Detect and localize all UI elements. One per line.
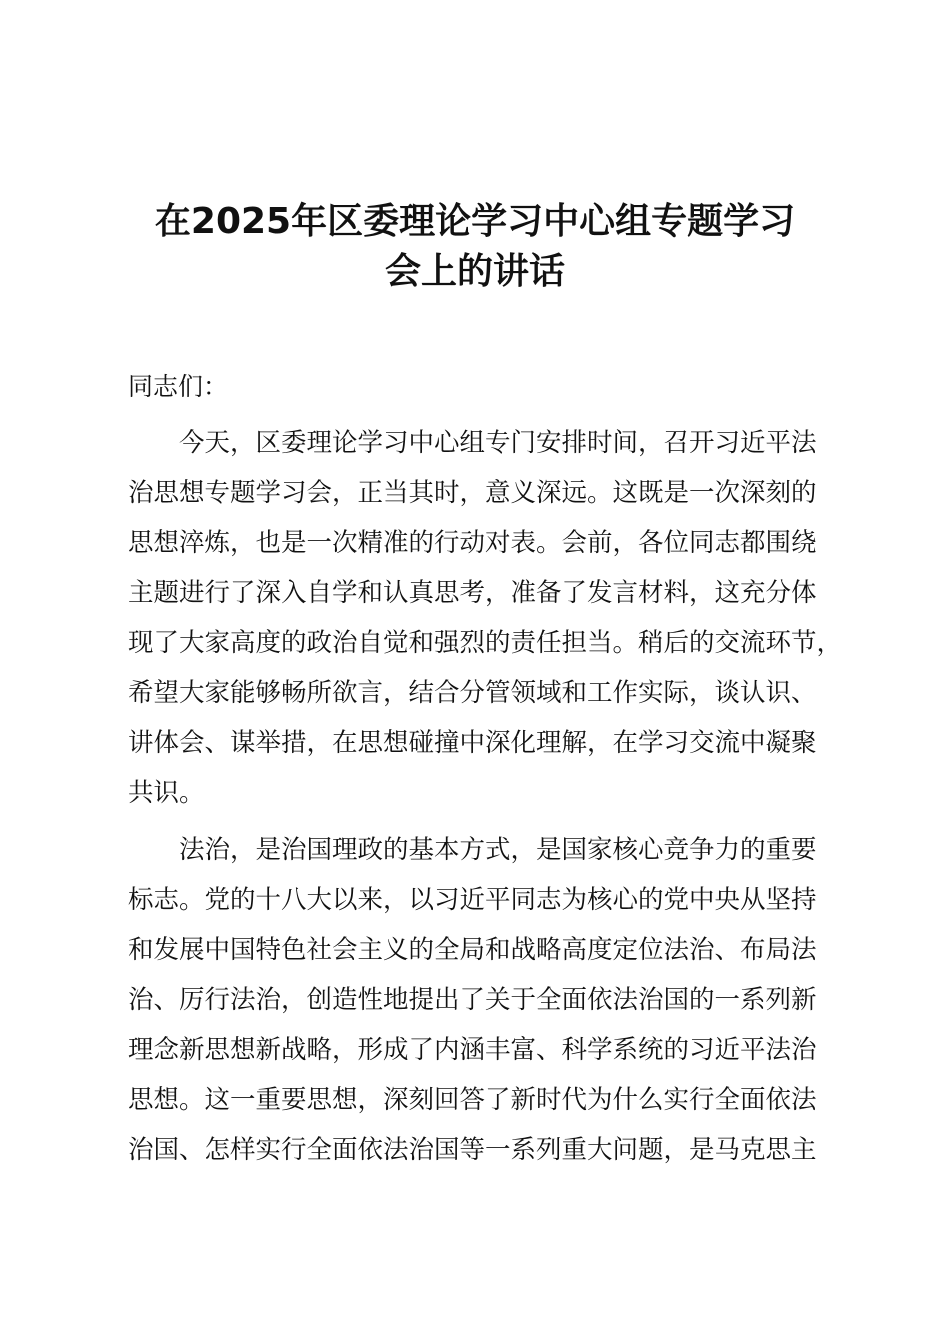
paragraph-line: 治思想专题学习会，正当其时，意义深远。这既是一次深刻的 [128, 478, 817, 508]
paragraph-1 [128, 418, 843, 818]
paragraph-line: 希望大家能够畅所欲言，结合分管领域和工作实际，谈认识、 [128, 678, 817, 708]
paragraph-line: 共识。 [128, 778, 205, 808]
paragraph-line: 思想。这一重要思想，深刻回答了新时代为什么实行全面依法 [128, 1085, 817, 1115]
paragraph-2 [128, 825, 828, 1175]
paragraph-line: 标志。党的十八大以来，以习近平同志为核心的党中央从坚持 [128, 885, 817, 915]
greeting: 同志们： [128, 372, 229, 401]
paragraph-line: 今天，区委理论学习中心组专门安排时间，召开习近平法 [179, 428, 817, 458]
paragraph-line: 法治，是治国理政的基本方式，是国家核心竞争力的重要 [179, 835, 817, 865]
paragraph-line: 治、厉行法治，创造性地提出了关于全面依法治国的一系列新 [128, 985, 817, 1015]
paragraph-line: 和发展中国特色社会主义的全局和战略高度定位法治、布局法 [128, 935, 817, 965]
paragraph-line: 讲体会、谋举措，在思想碰撞中深化理解，在学习交流中凝聚 [128, 728, 817, 758]
document-title-line-2: 会上的讲话 [384, 251, 565, 292]
paragraph-line: 现了大家高度的政治自觉和强烈的责任担当。稍后的交流环节， [128, 628, 843, 658]
document-title-line-1: 在2025年区委理论学习中心组专题学习 [154, 201, 796, 242]
paragraph-line: 主题进行了深入自学和认真思考，准备了发言材料，这充分体 [128, 578, 817, 608]
paragraph-line: 思想淬炼，也是一次精准的行动对表。会前，各位同志都围绕 [128, 528, 817, 558]
paragraph-line: 治国、怎样实行全面依法治国等一系列重大问题，是马克思主 [128, 1135, 817, 1165]
paragraph-line: 理念新思想新战略，形成了内涵丰富、科学系统的习近平法治 [128, 1035, 817, 1065]
